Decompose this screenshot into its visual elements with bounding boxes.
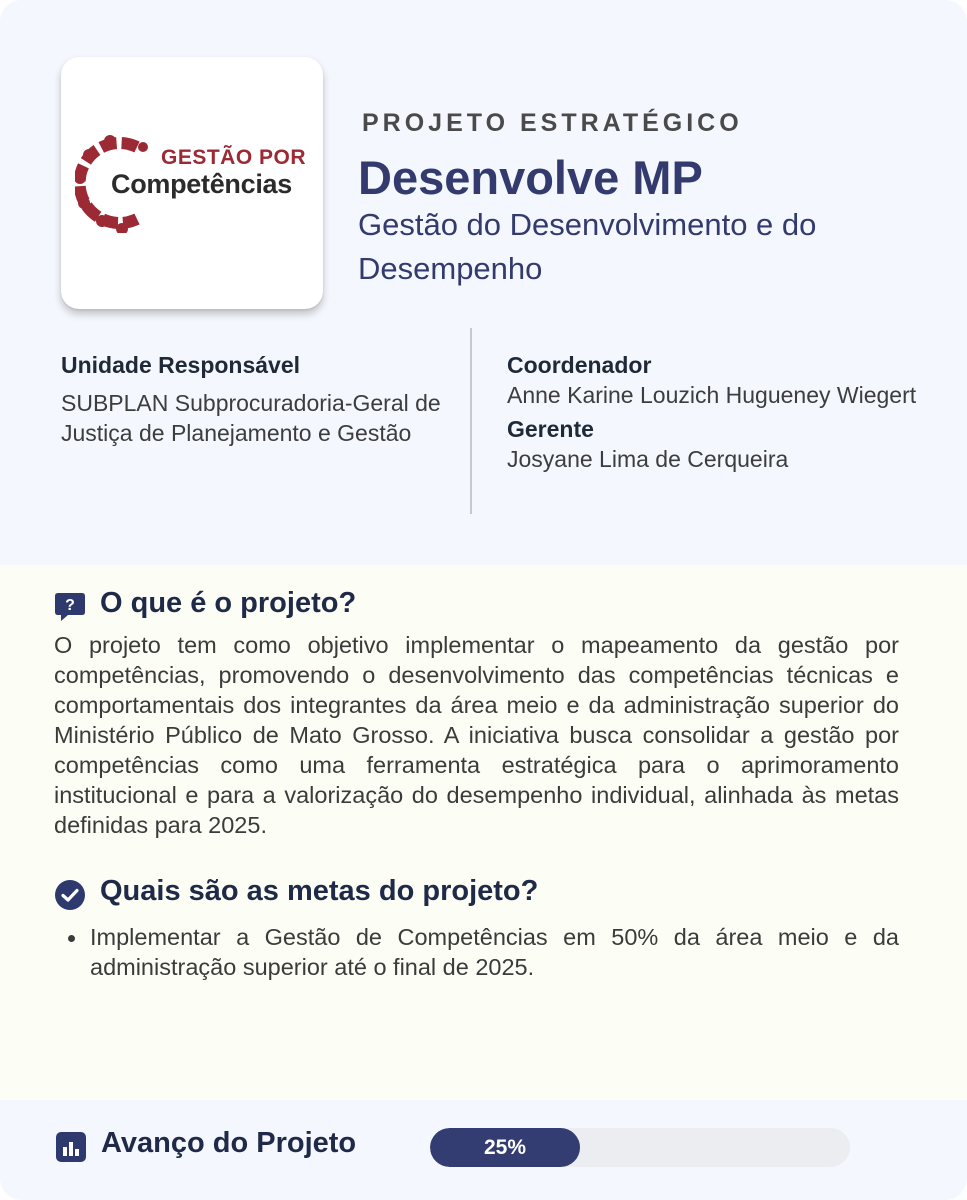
question-bubble-icon bbox=[54, 591, 86, 623]
logo-card bbox=[61, 57, 323, 309]
project-subtitle: Gestão do Desenvolvimento e do Desempenho bbox=[358, 207, 817, 286]
progress-value: 25% bbox=[483, 1136, 527, 1159]
check-circle-icon bbox=[54, 879, 86, 911]
column-divider bbox=[470, 328, 472, 514]
svg-text:?: ? bbox=[65, 597, 75, 614]
about-text: O projeto tem como objetivo implementar o mapeamento da gestão por competências, promovendo o desenvolvimento das competências técnicas e comportamentais dos integrantes da área meio e da administração superior do Ministério Público de Mato Grosso. A iniciativa busca consolidar a gestão por competências como uma ferramenta estratégica para o aprimoramento institucional e para a valorização do desempenho individual, alinhada às metas definidas para 2025. bbox=[54, 632, 899, 838]
manager-label: Gerente bbox=[507, 416, 594, 442]
coordinator-label: Coordenador bbox=[507, 352, 652, 378]
unit-info bbox=[61, 350, 441, 448]
project-kicker: PROJETO ESTRATÉGICO bbox=[362, 109, 743, 137]
logo-text-top: GESTÃO POR bbox=[161, 146, 307, 169]
goal-text: Implementar a Gestão de Competências em 50% da área meio e da administração superior até o final de 2025. bbox=[90, 924, 899, 980]
people-info bbox=[507, 350, 927, 474]
progress-bar bbox=[430, 1128, 850, 1167]
bar-chart-icon bbox=[55, 1131, 87, 1163]
progress-label: Avanço do Projeto bbox=[101, 1127, 357, 1159]
about-heading: O que é o projeto? bbox=[100, 587, 357, 619]
manager-value: Josyane Lima de Cerqueira bbox=[507, 446, 789, 472]
unit-label: Unidade Responsável bbox=[61, 352, 301, 378]
goal-list-item bbox=[90, 922, 899, 982]
header-section bbox=[0, 0, 967, 565]
unit-value: SUBPLAN Subprocuradoria-Geral de Justiça de Planejamento e Gestão bbox=[61, 390, 441, 446]
body-section bbox=[0, 565, 967, 1100]
bullet-dot bbox=[68, 935, 75, 942]
logo-text-bottom: Competências bbox=[111, 169, 292, 199]
progress-section bbox=[0, 1100, 967, 1200]
coordinator-value: Anne Karine Louzich Hugueney Wiegert bbox=[507, 382, 917, 408]
goals-heading: Quais são as metas do projeto? bbox=[100, 875, 539, 907]
project-title: Desenvolve MP bbox=[358, 151, 703, 204]
